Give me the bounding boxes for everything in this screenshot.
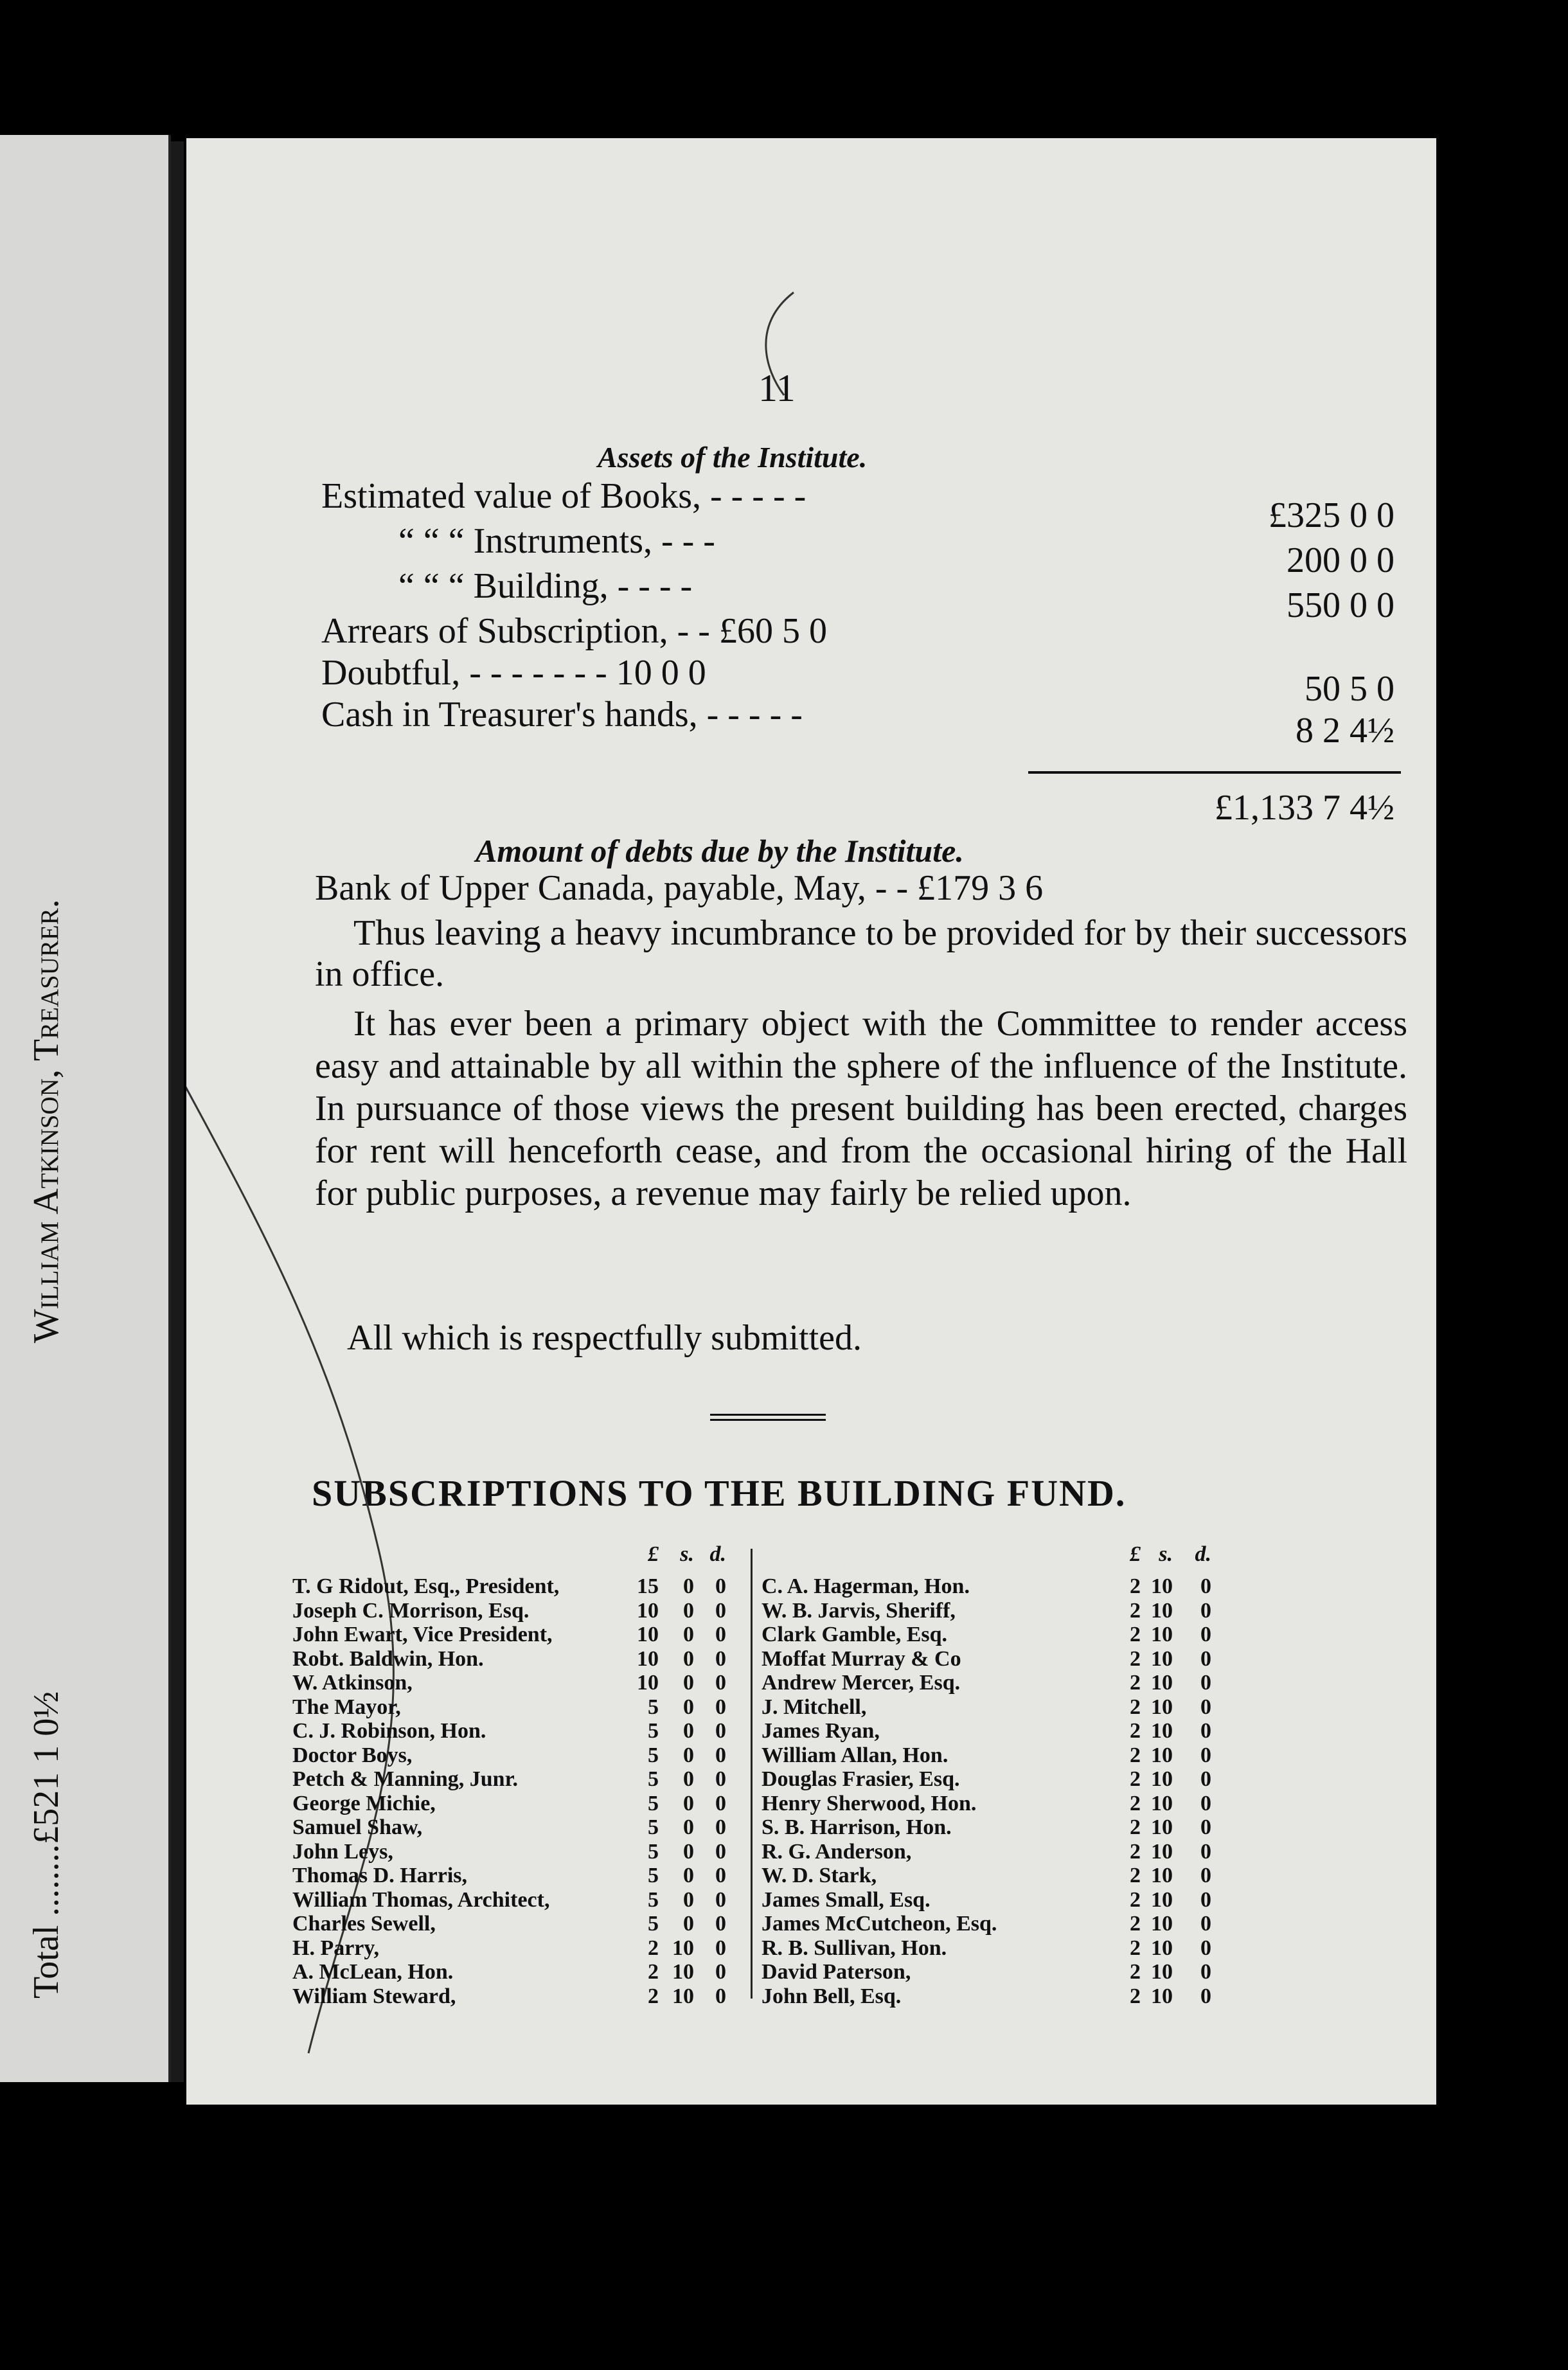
left-subscriber-shillings: 10	[672, 1936, 694, 1960]
right-subscriber-shillings: 10	[1151, 1695, 1173, 1719]
left-subscriber-pence: 0	[715, 1936, 726, 1960]
left-subscriber-name: George Michie,	[292, 1791, 436, 1815]
right-subscriber-pence: 0	[1200, 1791, 1211, 1815]
left-subscriber-pounds: 5	[648, 1791, 659, 1815]
right-subscriber-pounds: 2	[1130, 1574, 1141, 1598]
left-subscriber-name: W. Atkinson,	[292, 1671, 413, 1695]
left-subscriber-shillings: 0	[683, 1671, 694, 1695]
right-subscriber-pence: 0	[1200, 1598, 1211, 1623]
left-subscriber-name: John Leys,	[292, 1839, 393, 1864]
asset-label-instruments: “ “ “ Instruments, - - -	[398, 521, 715, 561]
right-header-shillings: s.	[1159, 1542, 1173, 1566]
right-subscriber-name: William Allan, Hon.	[762, 1743, 949, 1767]
right-subscriber-pence: 0	[1200, 1960, 1211, 1984]
left-subscriber-name: Petch & Manning, Junr.	[292, 1767, 519, 1791]
right-subscriber-pence: 0	[1200, 1767, 1211, 1791]
left-subscriber-name: H. Parry,	[292, 1936, 380, 1960]
asset-label-building: “ “ “ Building, - - - -	[398, 566, 693, 606]
right-subscriber-pounds: 2	[1130, 1984, 1141, 2008]
left-subscriber-name: William Steward,	[292, 1984, 456, 2008]
right-subscriber-shillings: 10	[1151, 1960, 1173, 1984]
right-subscriber-pounds: 2	[1130, 1960, 1141, 1984]
right-subscriber-pounds: 2	[1130, 1695, 1141, 1719]
right-subscriber-pence: 0	[1200, 1839, 1211, 1864]
right-subscriber-pounds: 2	[1130, 1646, 1141, 1671]
right-subscriber-pounds: 2	[1130, 1936, 1141, 1960]
left-subscriber-shillings: 0	[683, 1912, 694, 1936]
left-subscriber-shillings: 0	[683, 1695, 694, 1719]
right-subscriber-shillings: 10	[1151, 1623, 1173, 1646]
left-subscriber-shillings: 0	[683, 1815, 694, 1839]
left-subscriber-pounds: 2	[648, 1960, 659, 1984]
right-subscriber-pence: 0	[1200, 1695, 1211, 1719]
left-subscriber-pence: 0	[715, 1646, 726, 1671]
left-header-pence: d.	[709, 1542, 726, 1566]
left-subscriber-pence: 0	[715, 1623, 726, 1646]
left-subscriber-shillings: 0	[683, 1598, 694, 1623]
left-subscriber-name: The Mayor,	[292, 1695, 401, 1719]
left-subscriber-name: Doctor Boys,	[292, 1743, 413, 1767]
left-subscriber-shillings: 0	[683, 1767, 694, 1791]
right-subscriber-name: John Bell, Esq.	[762, 1984, 902, 2008]
right-subscriber-shillings: 10	[1151, 1887, 1173, 1912]
book-spine	[171, 141, 184, 2082]
left-subscriber-pence: 0	[715, 1767, 726, 1791]
left-subscriber-shillings: 0	[683, 1887, 694, 1912]
right-subscriber-shillings: 10	[1151, 1598, 1173, 1623]
treasurer-signature: William Atkinson, Treasurer.	[26, 899, 66, 1343]
left-subscriber-shillings: 0	[683, 1574, 694, 1598]
left-subscriber-name: C. J. Robinson, Hon.	[292, 1719, 486, 1743]
right-subscriber-shillings: 10	[1151, 1984, 1173, 2008]
paragraph-incumbrance: Thus leaving a heavy incumbrance to be provided for by their successors in office.	[315, 913, 1407, 994]
right-subscriber-shillings: 10	[1151, 1574, 1173, 1598]
left-subscriber-pounds: 10	[637, 1623, 659, 1646]
right-subscriber-name: David Paterson,	[762, 1960, 911, 1984]
left-subscriber-pounds: 5	[648, 1767, 659, 1791]
right-subscriber-pounds: 2	[1130, 1767, 1141, 1791]
left-subscriber-pounds: 2	[648, 1984, 659, 2008]
right-subscriber-shillings: 10	[1151, 1912, 1173, 1936]
asset-amount-instruments: 200 0 0	[1287, 540, 1394, 580]
right-subscriber-pence: 0	[1200, 1936, 1211, 1960]
right-subscriber-pence: 0	[1200, 1815, 1211, 1839]
left-subscriber-shillings: 0	[683, 1791, 694, 1815]
right-subscriber-name: J. Mitchell,	[762, 1695, 867, 1719]
asset-label-books: Estimated value of Books, - - - - -	[321, 476, 806, 516]
asset-amount-doubtful: 50 5 0	[1305, 669, 1394, 709]
left-subscriber-pence: 0	[715, 1574, 726, 1598]
right-subscriber-name: W. D. Stark,	[762, 1864, 877, 1887]
left-subscriber-pence: 0	[715, 1839, 726, 1864]
right-subscriber-shillings: 10	[1151, 1839, 1173, 1864]
paragraph-committee: It has ever been a primary object with the Committee to render access easy and attainable by all within the sphere of the influence of the Institute. In pursuance of those views the present building has been erected, charges for rent will henceforth cease, and from the occasional hiring of the Hall for public purposes, a revenue may fairly be relied upon.	[315, 1004, 1407, 1213]
left-subscriber-pounds: 5	[648, 1719, 659, 1743]
left-subscriber-name: Robt. Baldwin, Hon.	[292, 1646, 484, 1671]
right-subscriber-pounds: 2	[1130, 1623, 1141, 1646]
asset-label-cash: Cash in Treasurer's hands, - - - - -	[321, 695, 803, 735]
right-subscriber-name: James McCutcheon, Esq.	[762, 1912, 997, 1936]
assets-heading: Assets of the Institute.	[598, 441, 868, 474]
assets-total: £1,133 7 4½	[1215, 788, 1394, 828]
right-subscriber-name: James Ryan,	[762, 1719, 880, 1743]
left-subscriber-pence: 0	[715, 1695, 726, 1719]
left-subscriber-pounds: 5	[648, 1815, 659, 1839]
left-subscriber-pence: 0	[715, 1984, 726, 2008]
left-subscriber-pence: 0	[715, 1960, 726, 1984]
right-subscriber-shillings: 10	[1151, 1936, 1173, 1960]
right-subscriber-pounds: 2	[1130, 1719, 1141, 1743]
left-subscriber-shillings: 0	[683, 1743, 694, 1767]
left-subscriber-name: John Ewart, Vice President,	[292, 1623, 553, 1646]
right-subscriber-pounds: 2	[1130, 1791, 1141, 1815]
right-subscriber-pounds: 2	[1130, 1839, 1141, 1864]
right-header-pounds: £	[1130, 1542, 1141, 1566]
left-subscriber-shillings: 0	[683, 1623, 694, 1646]
right-subscriber-pounds: 2	[1130, 1743, 1141, 1767]
right-subscriber-name: S. B. Harrison, Hon.	[762, 1815, 952, 1839]
left-subscriber-shillings: 0	[683, 1646, 694, 1671]
subscriptions-heading: SUBSCRIPTIONS TO THE BUILDING FUND.	[312, 1472, 1127, 1514]
left-subscriber-pounds: 5	[648, 1695, 659, 1719]
left-subscriber-pence: 0	[715, 1719, 726, 1743]
right-subscriber-pounds: 2	[1130, 1912, 1141, 1936]
left-subscriber-pence: 0	[715, 1671, 726, 1695]
left-subscriber-pence: 0	[715, 1791, 726, 1815]
right-subscriber-pounds: 2	[1130, 1887, 1141, 1912]
total-line	[26, 1691, 67, 1999]
right-subscriber-name: R. B. Sullivan, Hon.	[762, 1936, 947, 1960]
total-label: Total	[26, 1925, 66, 1999]
asset-amount-cash: 8 2 4½	[1296, 711, 1394, 751]
left-subscriber-name: Charles Sewell,	[292, 1912, 436, 1936]
paragraph-submitted: All which is respectfully submitted.	[347, 1318, 862, 1358]
right-subscriber-name: R. G. Anderson,	[762, 1839, 912, 1864]
page-number: 11	[758, 367, 796, 409]
right-subscriber-shillings: 10	[1151, 1767, 1173, 1791]
right-subscriber-name: W. B. Jarvis, Sheriff,	[762, 1598, 956, 1623]
left-subscriber-pounds: 10	[637, 1598, 659, 1623]
right-subscriber-pence: 0	[1200, 1864, 1211, 1887]
right-subscriber-name: Moffat Murray & Co	[762, 1646, 961, 1671]
left-subscriber-shillings: 0	[683, 1864, 694, 1887]
left-subscriber-pence: 0	[715, 1815, 726, 1839]
left-subscriber-name: Samuel Shaw,	[292, 1815, 423, 1839]
right-subscriber-pounds: 2	[1130, 1815, 1141, 1839]
left-subscriber-pounds: 15	[637, 1574, 659, 1598]
right-subscriber-name: James Small, Esq.	[762, 1887, 931, 1912]
left-subscriber-name: T. G Ridout, Esq., President,	[292, 1574, 560, 1598]
right-subscriber-shillings: 10	[1151, 1815, 1173, 1839]
debts-heading: Amount of debts due by the Institute.	[476, 833, 964, 869]
left-subscriber-pounds: 5	[648, 1887, 659, 1912]
left-subscriber-shillings: 10	[672, 1984, 694, 2008]
right-subscriber-shillings: 10	[1151, 1743, 1173, 1767]
right-subscriber-shillings: 10	[1151, 1791, 1173, 1815]
right-subscriber-name: Douglas Frasier, Esq.	[762, 1767, 960, 1791]
right-subscriber-shillings: 10	[1151, 1646, 1173, 1671]
right-subscriber-pence: 0	[1200, 1912, 1211, 1936]
asset-amount-books: £325 0 0	[1269, 495, 1394, 535]
right-subscriber-pence: 0	[1200, 1671, 1211, 1695]
right-subscriber-pence: 0	[1200, 1984, 1211, 2008]
right-subscriber-pounds: 2	[1130, 1671, 1141, 1695]
right-subscriber-shillings: 10	[1151, 1864, 1173, 1887]
right-header-pence: d.	[1195, 1542, 1211, 1566]
asset-amount-building: 550 0 0	[1287, 585, 1394, 625]
left-subscriber-pounds: 10	[637, 1671, 659, 1695]
left-subscriber-name: Thomas D. Harris,	[292, 1864, 467, 1887]
debts-line: Bank of Upper Canada, payable, May, - - £179 3 6	[315, 868, 1044, 908]
right-subscriber-pence: 0	[1200, 1574, 1211, 1598]
left-subscriber-name: Joseph C. Morrison, Esq.	[292, 1598, 530, 1623]
left-header-pounds: £	[648, 1542, 659, 1566]
left-subscriber-pence: 0	[715, 1743, 726, 1767]
right-subscriber-pence: 0	[1200, 1623, 1211, 1646]
right-subscriber-name: C. A. Hagerman, Hon.	[762, 1574, 970, 1598]
left-subscriber-pounds: 5	[648, 1743, 659, 1767]
right-subscriber-shillings: 10	[1151, 1671, 1173, 1695]
left-subscriber-shillings: 10	[672, 1960, 694, 1984]
left-subscriber-pounds: 5	[648, 1912, 659, 1936]
right-subscriber-pence: 0	[1200, 1887, 1211, 1912]
right-subscriber-pounds: 2	[1130, 1864, 1141, 1887]
asset-label-arrears: Arrears of Subscription, - - £60 5 0	[321, 611, 827, 651]
right-subscriber-shillings: 10	[1151, 1719, 1173, 1743]
right-subscriber-pounds: 2	[1130, 1598, 1141, 1623]
left-subscriber-shillings: 0	[683, 1719, 694, 1743]
right-subscriber-name: Clark Gamble, Esq.	[762, 1623, 948, 1646]
left-subscriber-pounds: 10	[637, 1646, 659, 1671]
asset-label-doubtful: Doubtful, - - - - - - - 10 0 0	[321, 653, 706, 693]
left-subscriber-pence: 0	[715, 1912, 726, 1936]
left-facing-page	[0, 135, 171, 2082]
left-subscriber-pence: 0	[715, 1598, 726, 1623]
left-subscriber-pence: 0	[715, 1887, 726, 1912]
right-subscriber-name: Andrew Mercer, Esq.	[762, 1671, 961, 1695]
left-subscriber-shillings: 0	[683, 1839, 694, 1864]
left-subscriber-pounds: 5	[648, 1864, 659, 1887]
total-amount: ........£521 1 0½	[26, 1691, 66, 1916]
right-subscriber-pence: 0	[1200, 1743, 1211, 1767]
left-subscriber-name: A. McLean, Hon.	[292, 1960, 454, 1984]
left-subscriber-name: William Thomas, Architect,	[292, 1887, 550, 1912]
left-subscriber-pounds: 5	[648, 1839, 659, 1864]
book-page	[186, 138, 1436, 2105]
left-subscriber-pounds: 2	[648, 1936, 659, 1960]
left-header-shillings: s.	[680, 1542, 694, 1566]
left-subscriber-pence: 0	[715, 1864, 726, 1887]
right-subscriber-pence: 0	[1200, 1719, 1211, 1743]
right-subscriber-name: Henry Sherwood, Hon.	[762, 1791, 977, 1815]
right-subscriber-pence: 0	[1200, 1646, 1211, 1671]
